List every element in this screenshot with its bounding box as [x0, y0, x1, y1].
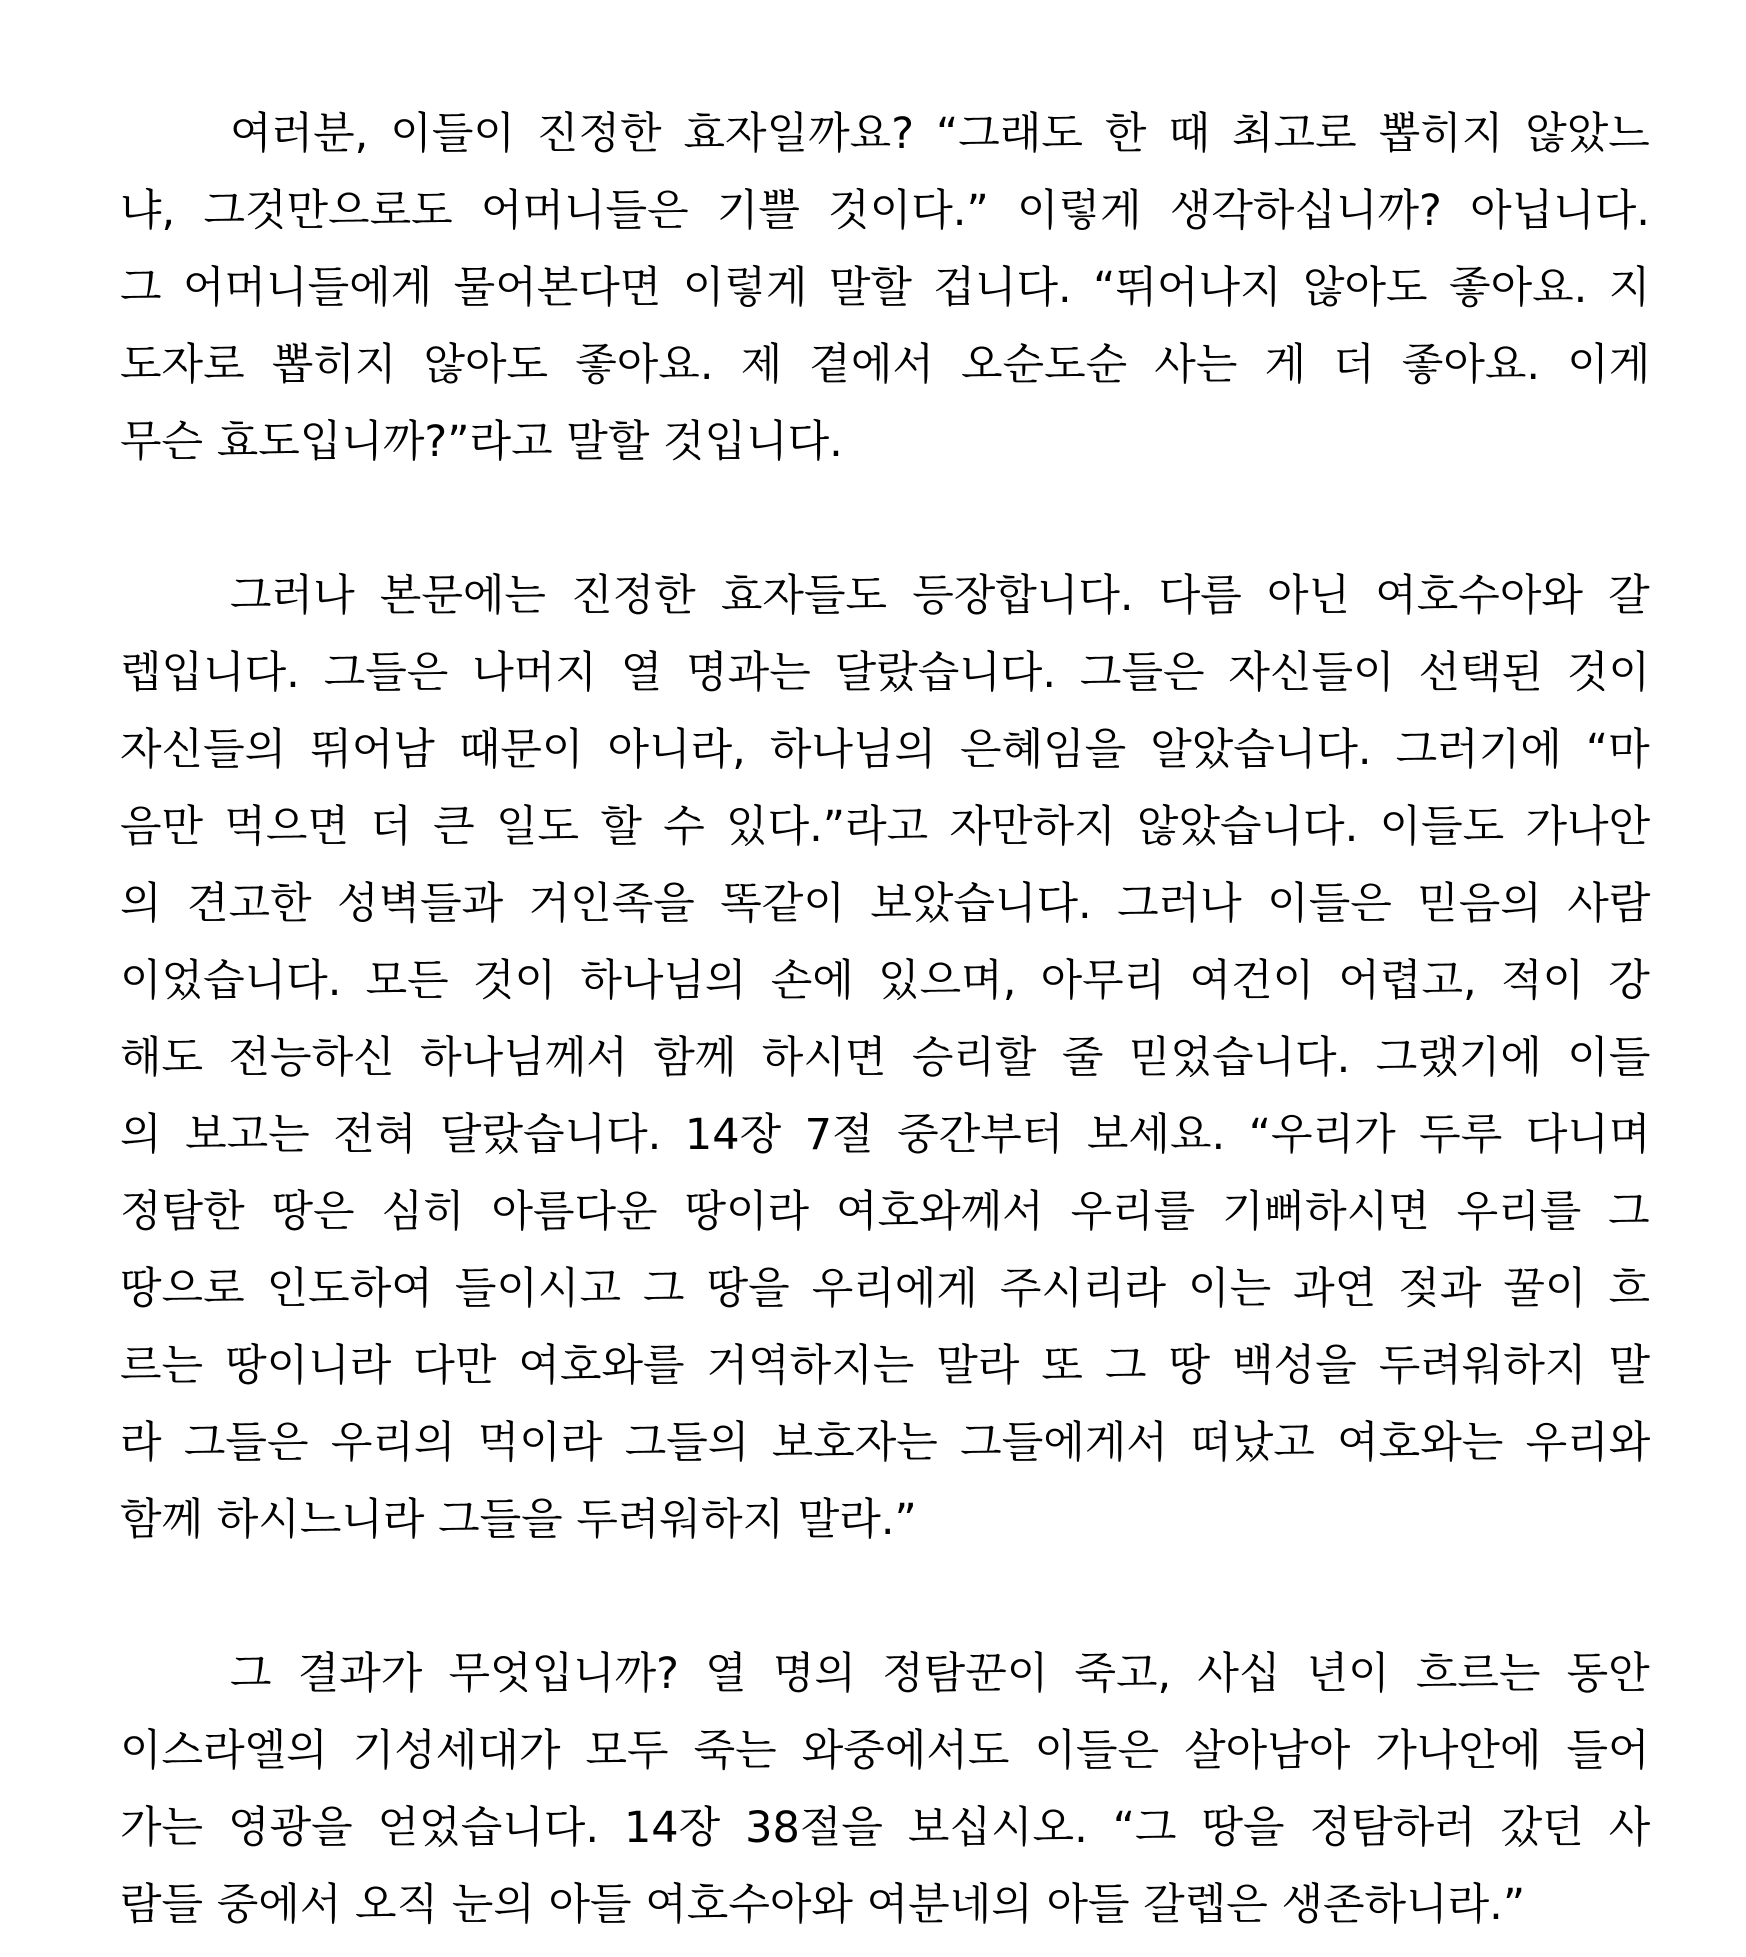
paragraph-1: [120, 96, 1650, 481]
text-line: 함께 하시느니라 그들을 두려워하지 말라.”: [120, 1495, 917, 1545]
text-line: 여러분, 이들이 진정한 효자일까요? “그래도 한 때 최고로 뽑히지 않았느: [230, 109, 1650, 159]
text-line: 의 보고는 전혀 달랐습니다. 14장 7절 중간부터 보세요. “우리가 두루 다니며: [120, 1110, 1651, 1160]
paragraph-2: [120, 558, 1650, 1559]
text-line: 도자로 뽑히지 않아도 좋아요. 제 곁에서 오순도순 사는 게 더 좋아요. 이게: [120, 340, 1651, 390]
text-line: 라 그들은 우리의 먹이라 그들의 보호자는 그들에게서 떠났고 여호와는 우리와: [120, 1418, 1651, 1468]
text-line: 르는 땅이니라 다만 여호와를 거역하지는 말라 또 그 땅 백성을 두려워하지 말: [120, 1341, 1651, 1391]
paragraph-3: [120, 1636, 1650, 1944]
paragraph-spacer: [120, 481, 1650, 558]
text-line: 땅으로 인도하여 들이시고 그 땅을 우리에게 주시리라 이는 과연 젖과 꿀이 흐: [120, 1264, 1651, 1314]
text-line: 그러나 본문에는 진정한 효자들도 등장합니다. 다름 아닌 여호수아와 갈: [230, 571, 1650, 621]
paragraph-spacer: [120, 1559, 1650, 1636]
text-line: 냐, 그것만으로도 어머니들은 기쁠 것이다.” 이렇게 생각하십니까? 아닙니다.: [120, 186, 1650, 236]
text-line: 무슨 효도입니까?”라고 말할 것입니다.: [120, 417, 843, 467]
text-line: 그 어머니들에게 물어본다면 이렇게 말할 겁니다. “뛰어나지 않아도 좋아요. 지: [120, 263, 1651, 313]
text-line: 이었습니다. 모든 것이 하나님의 손에 있으며, 아무리 여건이 어렵고, 적이 강: [120, 956, 1650, 1006]
document-page: [120, 96, 1650, 1944]
text-line: 의 견고한 성벽들과 거인족을 똑같이 보았습니다. 그러나 이들은 믿음의 사람: [120, 879, 1651, 929]
text-line: 자신들의 뛰어남 때문이 아니라, 하나님의 은혜임을 알았습니다. 그러기에 “마: [120, 725, 1650, 775]
text-line: 그 결과가 무엇입니까? 열 명의 정탐꾼이 죽고, 사십 년이 흐르는 동안: [230, 1649, 1650, 1699]
text-line: 해도 전능하신 하나님께서 함께 하시면 승리할 줄 믿었습니다. 그랬기에 이들: [120, 1033, 1651, 1083]
text-line: 렙입니다. 그들은 나머지 열 명과는 달랐습니다. 그들은 자신들이 선택된 것이: [120, 648, 1651, 698]
text-line: 람들 중에서 오직 눈의 아들 여호수아와 여분네의 아들 갈렙은 생존하니라.”: [120, 1880, 1526, 1930]
text-line: 정탐한 땅은 심히 아름다운 땅이라 여호와께서 우리를 기뻐하시면 우리를 그: [120, 1187, 1650, 1237]
text-line: 가는 영광을 얻었습니다. 14장 38절을 보십시오. “그 땅을 정탐하러 갔던 사: [120, 1803, 1651, 1853]
text-line: 음만 먹으면 더 큰 일도 할 수 있다.”라고 자만하지 않았습니다. 이들도 가나안: [120, 802, 1651, 852]
text-line: 이스라엘의 기성세대가 모두 죽는 와중에서도 이들은 살아남아 가나안에 들어: [120, 1726, 1650, 1776]
